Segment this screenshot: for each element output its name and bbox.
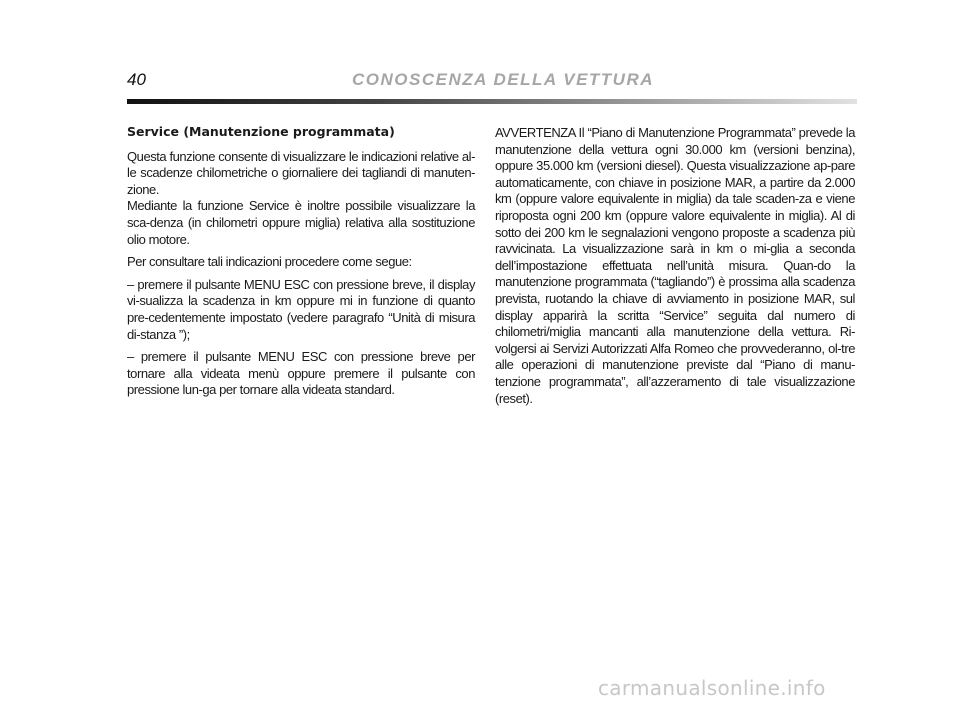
section-heading: Service (Manutenzione programmata) [127,124,395,139]
step-item: – premere il pulsante MENU ESC con pressione breve per tornare alla videata menù oppure premere il pulsante con pressione lun-ga per tornare alla videata standard. [127,349,475,398]
page-number: 40 [127,70,146,89]
paragraph-intro: Questa funzione consente di visualizzare le indicazioni relative al-le scadenze chilometriche o giornaliere dei tagliandi di manuten-zione. [127,148,475,197]
step-item: – premere il pulsante MENU ESC con pressione breve, il display vi-sualizza la scadenza in km oppure mi in funzione di quanto pre-cedentemente impostato (vedere paragrafo “Unità di misura di-stanza ”); [127,276,475,342]
paragraph-oil: Mediante la funzione Service è inoltre possibile visualizzare la sca-denza (in chilometri oppure miglia) relativa alla sostituzione olio motore. [127,198,475,247]
warning-paragraph: AVVERTENZA Il “Piano di Manutenzione Programmata” prevede la manutenzione della vettura ogni 30.000 km (versioni benzina), oppure 35.000 km (versioni diesel). Questa visualizzazione ap-pare automaticamente, con chiave in posizione MAR, a partire da 2.000 km (oppure valore equivalente in miglia) da tale scaden-za e viene riproposta ogni 200 km (oppure valore equivalente in miglia). Al di sotto dei 200 km le segnalazioni vengono proposte a scadenza più ravvicinata. La visualizzazione sarà in km o mi-glia a seconda dell’impostazione effettuata nell’unità misura. Quan-do la manutenzione programmata (“tagliando”) è prossima alla scadenza prevista, ruotando la chiave di avviamento in posizione MAR, sul display apparirà la scritta “Service” seguita dal numero di chilometri/miglia mancanti alla manutenzione della vettura. Ri-volgersi ai Servizi Autorizzati Alfa Romeo che provvederanno, ol-tre alle operazioni di manutenzione previste dal “Piano di manu-tenzione programmata”, all’azzeramento di tale visualizzazione (reset). [495,125,855,406]
paragraph-procedure: Per consultare tali indicazioni procedere come segue: [127,254,412,270]
watermark-logo: carmanualsonline.info [598,676,826,700]
right-column [495,125,855,413]
header-rule [127,99,857,104]
section-title: CONOSCENZA DELLA VETTURA [352,70,655,89]
left-column [127,124,475,405]
